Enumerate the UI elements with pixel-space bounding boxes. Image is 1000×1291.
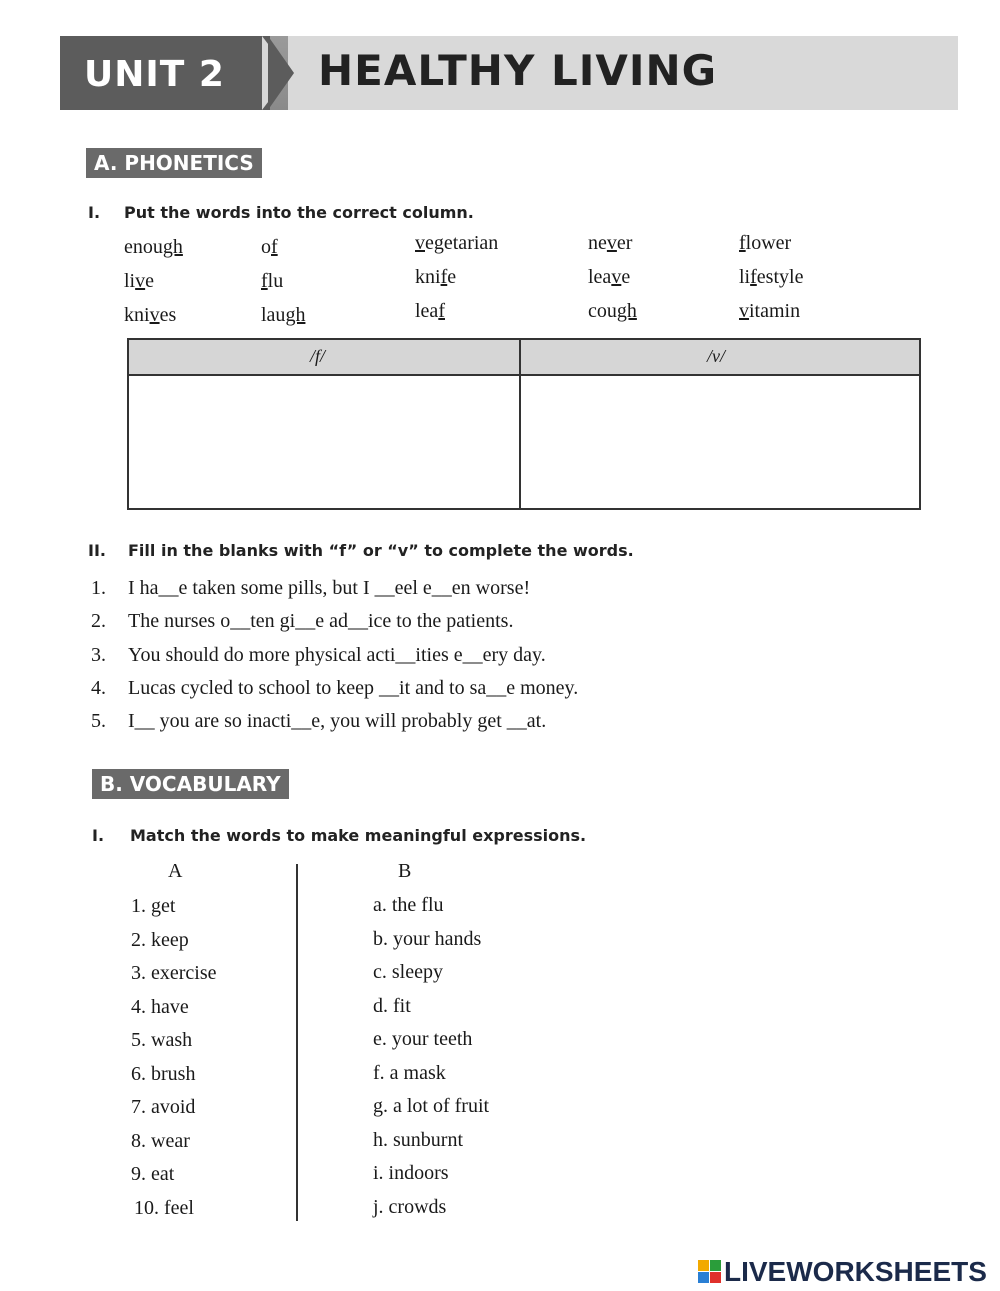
- match-item-a[interactable]: 9. eat: [131, 1163, 175, 1185]
- word-underlined-letters: gh: [162, 236, 183, 258]
- page-title: HEALTHY LIVING: [318, 46, 718, 95]
- word-underlined-letters: f: [438, 300, 445, 322]
- column-b-header: B: [398, 860, 412, 882]
- list-item-number: 3.: [91, 644, 106, 666]
- word-card[interactable]: [415, 232, 498, 255]
- word-underlined-letters: f: [261, 270, 268, 292]
- match-item-b[interactable]: g. a lot of fruit: [373, 1095, 490, 1117]
- list-item-number: 1.: [91, 577, 106, 599]
- word-part: o: [261, 236, 271, 258]
- banner-arrow: [268, 36, 294, 110]
- word-part: lea: [588, 266, 612, 288]
- word-underlined-letters: f: [440, 266, 448, 288]
- word-part: li: [124, 270, 136, 292]
- unit-label: UNIT 2: [84, 54, 225, 95]
- word-underlined-letters: v: [739, 300, 749, 322]
- column-v-header: /v/: [707, 346, 725, 366]
- word-card[interactable]: [739, 300, 800, 323]
- exercise-instruction: Match the words to make meaningful expressions.: [130, 826, 587, 845]
- word-card[interactable]: [124, 236, 183, 259]
- list-item-number: 2.: [91, 610, 106, 632]
- column-v-dropzone[interactable]: [525, 382, 915, 504]
- match-item-b[interactable]: b. your hands: [373, 927, 482, 950]
- word-underlined-letters: v: [606, 232, 617, 254]
- list-item-number: 5.: [91, 710, 106, 732]
- word-part: e: [447, 266, 457, 288]
- match-item-a[interactable]: 3. exercise: [131, 962, 217, 984]
- word-card[interactable]: [261, 270, 283, 293]
- match-item-a[interactable]: 6. brush: [131, 1062, 196, 1085]
- word-card[interactable]: [588, 266, 630, 289]
- word-part: lower: [745, 232, 792, 254]
- word-underlined-letters: gh: [285, 304, 306, 326]
- liveworksheets-logo: [698, 1256, 987, 1288]
- column-f-dropzone[interactable]: [133, 382, 513, 504]
- word-card[interactable]: [739, 232, 791, 255]
- exercise-number: I.: [88, 203, 101, 222]
- word-card[interactable]: [415, 300, 445, 323]
- word-card[interactable]: [415, 266, 456, 289]
- word-part: cou: [588, 300, 617, 322]
- match-item-a[interactable]: 1. get: [131, 895, 176, 917]
- logo-icon: [698, 1260, 722, 1284]
- word-underlined-letters: f: [750, 266, 757, 288]
- word-part: e: [145, 270, 155, 292]
- table-divider: [519, 338, 521, 510]
- word-underlined-letters: f: [271, 236, 278, 258]
- match-item-b[interactable]: h. sunburnt: [373, 1128, 463, 1151]
- word-part: e: [621, 266, 631, 288]
- match-item-b[interactable]: f. a mask: [373, 1061, 446, 1084]
- match-item-b[interactable]: d. fit: [373, 994, 411, 1017]
- list-item-number: 4.: [91, 677, 106, 699]
- word-underlined-letters: v: [415, 232, 425, 254]
- word-underlined-letters: v: [611, 266, 622, 288]
- word-part: li: [739, 266, 751, 288]
- word-card[interactable]: [124, 270, 154, 293]
- word-part: es: [159, 304, 177, 326]
- logo-text: LIVEWORKSHEETS: [724, 1256, 987, 1287]
- word-part: egetarian: [425, 232, 499, 254]
- column-f-header: /f/: [310, 346, 326, 366]
- exercise-number: I.: [92, 826, 105, 845]
- match-item-a[interactable]: 8. wear: [131, 1129, 190, 1152]
- word-underlined-letters: gh: [616, 300, 637, 322]
- match-item-a[interactable]: 5. wash: [131, 1029, 193, 1051]
- match-item-a[interactable]: 4. have: [131, 995, 189, 1018]
- match-item-b[interactable]: a. the flu: [373, 894, 444, 916]
- fill-sentence: You should do more physical acti__ities e__ery day.: [128, 644, 546, 666]
- match-item-a[interactable]: 2. keep: [131, 928, 189, 951]
- column-a-header: A: [168, 860, 183, 882]
- word-part: kni: [124, 304, 150, 326]
- word-card[interactable]: [588, 300, 637, 323]
- exercise-number: II.: [88, 541, 106, 560]
- match-item-b[interactable]: i. indoors: [373, 1162, 449, 1184]
- word-part: lau: [261, 304, 286, 326]
- section-phonetics: A. PHONETICS: [86, 148, 262, 178]
- word-underlined-letters: v: [149, 304, 160, 326]
- fill-sentence: The nurses o__ten gi__e ad__ice to the patients.: [128, 610, 514, 632]
- word-card[interactable]: [124, 304, 176, 327]
- exercise-instruction: Fill in the blanks with “f” or “v” to complete the words.: [128, 541, 634, 560]
- match-item-a[interactable]: 7. avoid: [131, 1096, 196, 1118]
- word-part: lea: [415, 300, 439, 322]
- match-item-a[interactable]: 10. feel: [134, 1196, 194, 1219]
- fill-sentence: I ha__e taken some pills, but I __eel e__en worse!: [128, 577, 531, 599]
- word-underlined-letters: f: [739, 232, 746, 254]
- word-part: lu: [267, 270, 284, 292]
- word-card[interactable]: [739, 266, 803, 289]
- fill-sentence: Lucas cycled to school to keep __it and to sa__e money.: [128, 677, 579, 699]
- exercise-instruction: Put the words into the correct column.: [124, 203, 474, 222]
- word-part: enou: [124, 236, 163, 258]
- word-part: er: [616, 232, 633, 254]
- match-item-b[interactable]: c. sleepy: [373, 961, 443, 983]
- word-underlined-letters: v: [135, 270, 146, 292]
- word-part: kni: [415, 266, 441, 288]
- word-part: ne: [588, 232, 607, 254]
- word-card[interactable]: [261, 236, 278, 259]
- match-divider: [296, 864, 298, 1221]
- word-card[interactable]: [261, 304, 305, 327]
- match-item-b[interactable]: e. your teeth: [373, 1028, 473, 1050]
- word-card[interactable]: [588, 232, 632, 255]
- word-part: itamin: [749, 300, 801, 322]
- match-item-b[interactable]: j. crowds: [373, 1195, 447, 1218]
- word-part: estyle: [756, 266, 804, 288]
- fill-sentence: I__ you are so inacti__e, you will probably get __at.: [128, 710, 547, 732]
- section-vocabulary: B. VOCABULARY: [92, 769, 289, 799]
